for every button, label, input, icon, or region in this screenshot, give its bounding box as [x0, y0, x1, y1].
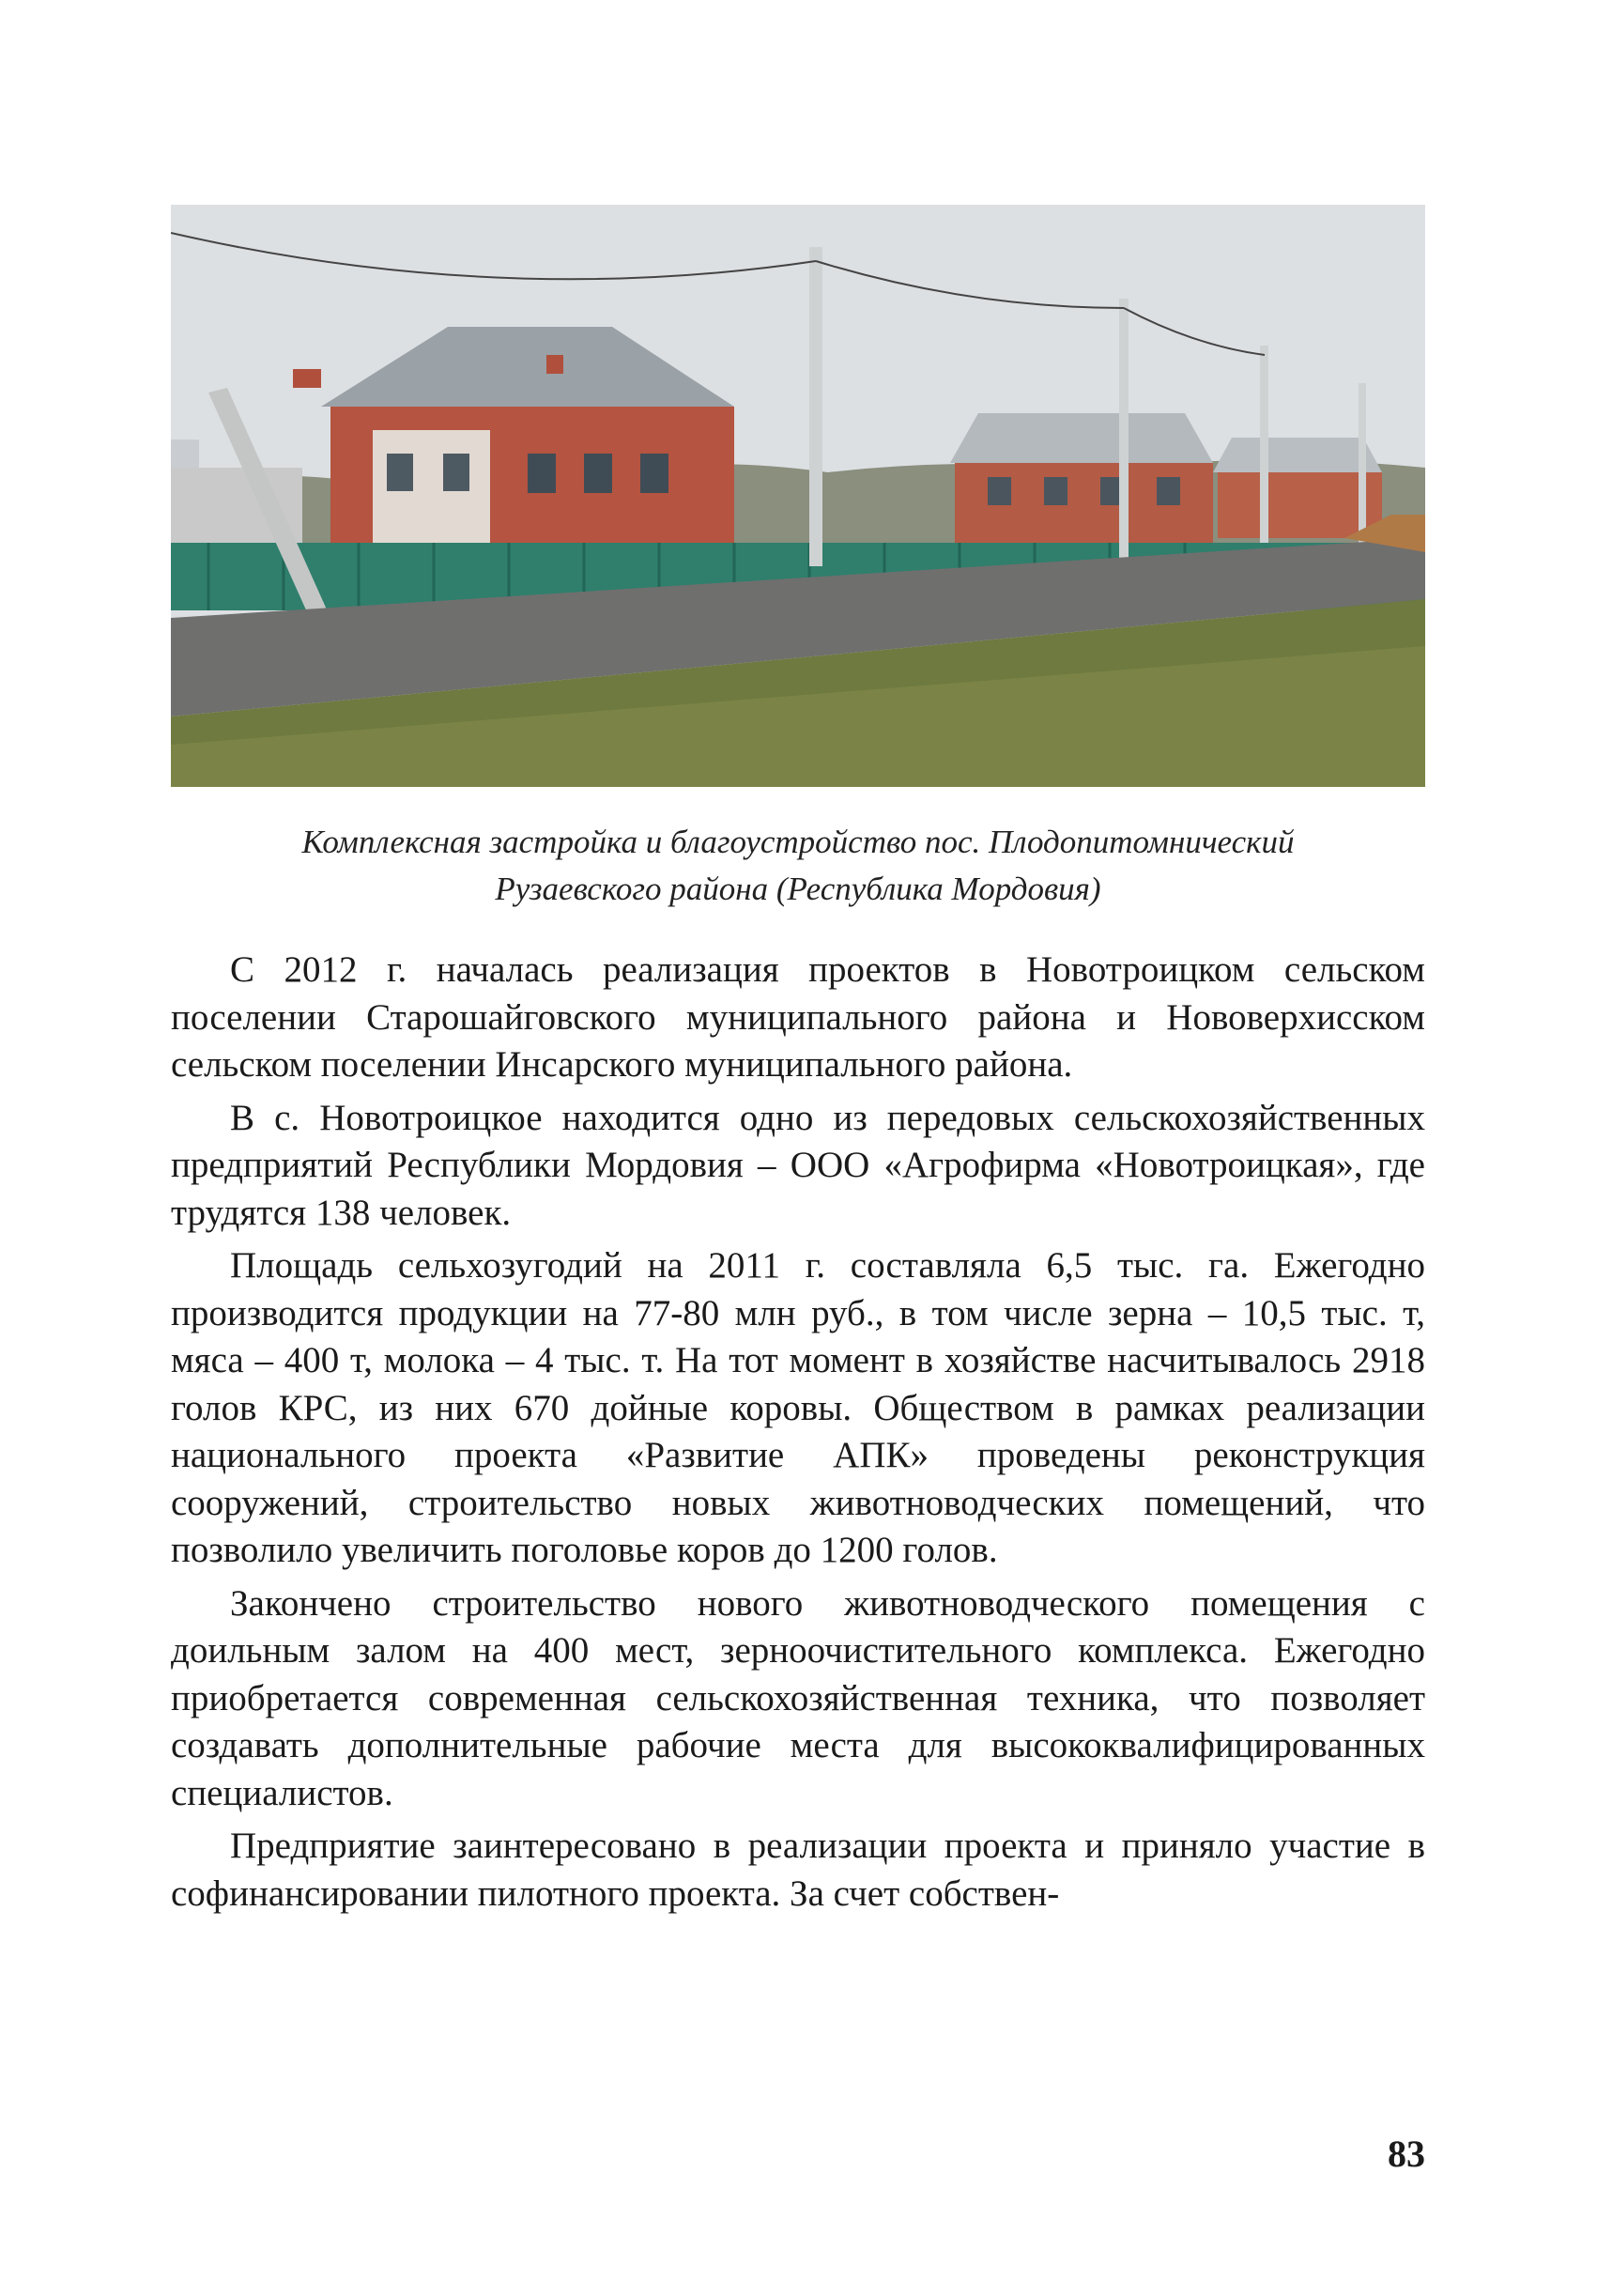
main-text: [171, 947, 1425, 1923]
caption-line-1: Комплексная застройка и благоустройство пос. Плодопитомнический: [301, 824, 1295, 860]
photo-illustration: [171, 205, 1425, 787]
paragraph: Площадь сельхозугодий на 2011 г. составляла 6,5 тыс. га. Ежегодно производится продукции на 77-80 млн руб., в том числе зерна – 10,5 тыс. т, мяса – 400 т, молока – 4 тыс. т. На тот момент в хозяйстве насчитывалось 2918 голов КРС, из них 670 дойные коровы. Обществом в рамках реализации национального проекта «Развитие АПК» проведены реконструкция сооружений, строительство новых животноводческих помещений, что позволило увеличить поголовье коров до 1200 голов.: [171, 1245, 1425, 1570]
paragraph: С 2012 г. началась реализация проектов в Новотроицком сельском поселении Старошайговского муниципального района и Нововерхисском сельском поселении Инсарского муниципального района.: [171, 949, 1425, 1085]
paragraph: Предприятие заинтересовано в реализации проекта и приняло участие в софинансировании пилотного проекта. За счет собствен-: [171, 1826, 1425, 1914]
caption-line-2: Рузаевского района (Республика Мордовия): [495, 871, 1101, 907]
photo-caption: [171, 819, 1425, 913]
paragraph: Закончено строительство нового животноводческого помещения с доильным залом на 400 мест, зерноочистительного комплекса. Ежегодно приобретается современная сельскохозяйственная техника, что позволяет создавать дополнительные рабочие места для высококвалифицированных специалистов.: [171, 1582, 1425, 1813]
village-street-photo: [171, 205, 1425, 787]
page-number: 83: [1388, 2133, 1425, 2175]
paragraph: В с. Новотроицкое находится одно из передовых сельскохозяйственных предприятий Республики Мордовия – ООО «Агрофирма «Новотроицкая», где трудятся 138 человек.: [171, 1097, 1425, 1233]
